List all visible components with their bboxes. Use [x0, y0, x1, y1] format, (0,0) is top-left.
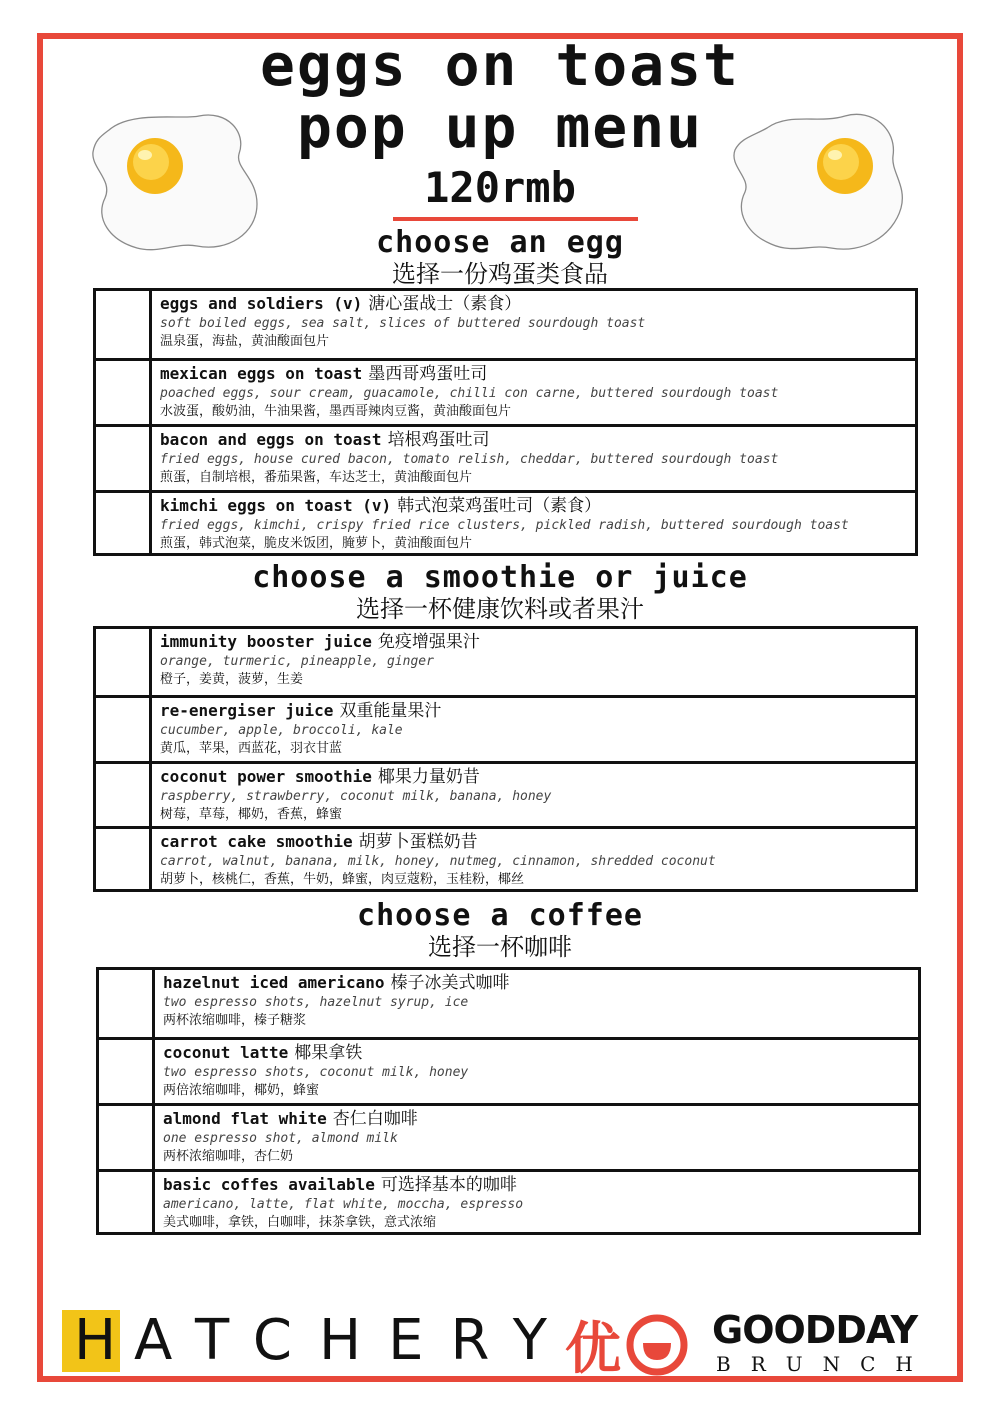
item-description: soft boiled eggs, sea salt, slices of buttered sourdough toast — [160, 316, 646, 331]
item-description-zh: 美式咖啡，拿铁，白咖啡，抹茶拿铁，意式浓缩 — [163, 1215, 437, 1230]
item-description-zh: 煎蛋，韩式泡菜，脆皮米饭团，腌萝卜，黄油酸面包片 — [160, 536, 473, 551]
item-name: bacon and eggs on toast — [160, 430, 382, 449]
item-name: carrot cake smoothie — [160, 832, 353, 851]
section-title-en: choose a smoothie or juice — [252, 560, 748, 595]
selection-checkbox[interactable] — [96, 361, 152, 425]
item-name: coconut power smoothie — [160, 767, 372, 786]
price-underline — [393, 217, 638, 221]
item-name-zh: 椰果拿铁 — [294, 1043, 363, 1063]
item-description-zh: 温泉蛋，海盐，黄油酸面包片 — [160, 334, 330, 349]
item-description-zh: 煎蛋，自制培根，番茄果酱，车达芝士，黄油酸面包片 — [160, 470, 473, 485]
selection-checkbox[interactable] — [99, 1040, 155, 1104]
hatchery-logo-h: H — [73, 1308, 117, 1373]
item-name-zh: 双重能量果汁 — [339, 701, 442, 721]
section-title-zh: 选择一份鸡蛋类食品 — [392, 260, 608, 288]
item-name-zh: 杏仁白咖啡 — [332, 1109, 418, 1129]
item-description: carrot, walnut, banana, milk, honey, nutmeg, cinnamon, shredded coconut — [160, 854, 716, 869]
item-description: two espresso shots, coconut milk, honey — [163, 1065, 469, 1080]
item-name-zh: 可选择基本的咖啡 — [380, 1175, 517, 1195]
section-header-drink — [0, 562, 1000, 624]
item-name: re-energiser juice — [160, 701, 334, 720]
item-name-zh: 韩式泡菜鸡蛋吐司（素食） — [397, 496, 602, 516]
item-name: eggs and soldiers (v) — [160, 294, 363, 313]
menu-row — [99, 1169, 918, 1232]
menu-row — [96, 629, 915, 695]
item-name-zh: 椰果力量奶昔 — [377, 767, 480, 787]
brunch-wordmark: BRUNCH — [716, 1352, 933, 1376]
item-name: hazelnut iced americano — [163, 973, 385, 992]
item-name: almond flat white — [163, 1109, 327, 1128]
section-title-zh: 选择一杯健康饮料或者果汁 — [356, 595, 644, 623]
selection-checkbox[interactable] — [99, 1106, 155, 1170]
item-description: orange, turmeric, pineapple, ginger — [160, 654, 434, 669]
section-title-en: choose an egg — [376, 225, 624, 260]
item-description: raspberry, strawberry, coconut milk, banana, honey — [160, 789, 552, 804]
item-description: fried eggs, kimchi, crispy fried rice clusters, pickled radish, buttered sourdough toast — [160, 518, 849, 533]
selection-checkbox[interactable] — [96, 493, 152, 553]
item-name-zh: 免疫增强果汁 — [377, 632, 480, 652]
item-name-zh: 榛子冰美式咖啡 — [390, 973, 510, 993]
item-name-zh: 胡萝卜蛋糕奶昔 — [358, 832, 478, 852]
coffee-menu-table — [96, 967, 921, 1235]
item-description: one espresso shot, almond milk — [163, 1131, 398, 1146]
good-day-emblem-character: 优 — [565, 1317, 621, 1378]
menu-row — [96, 826, 915, 889]
menu-title-line2: pop up menu — [296, 93, 704, 161]
selection-checkbox[interactable] — [96, 427, 152, 491]
section-title-zh: 选择一杯咖啡 — [428, 933, 572, 961]
item-name-zh: 溏心蛋战士（素食） — [368, 294, 522, 314]
menu-row — [99, 1037, 918, 1104]
item-description: fried eggs, house cured bacon, tomato relish, cheddar, buttered sourdough toast — [160, 452, 779, 467]
egg-menu-table — [93, 288, 918, 556]
item-name-zh: 培根鸡蛋吐司 — [387, 430, 490, 450]
good-day-wordmark: GOODDAY — [712, 1308, 918, 1352]
menu-row — [96, 490, 915, 553]
item-name: basic coffes available — [163, 1175, 375, 1194]
item-description: americano, latte, flat white, moccha, espresso — [163, 1197, 524, 1212]
item-description-zh: 树莓，草莓，椰奶，香蕉，蜂蜜 — [160, 807, 343, 822]
good-day-emblem — [563, 1310, 693, 1378]
hatchery-logo-text: ATCHERY — [134, 1308, 575, 1373]
menu-row — [96, 358, 915, 425]
item-name: immunity booster juice — [160, 632, 372, 651]
section-header-coffee — [0, 900, 1000, 962]
item-description: cucumber, apple, broccoli, kale — [160, 723, 403, 738]
item-name: mexican eggs on toast — [160, 364, 363, 383]
selection-checkbox[interactable] — [96, 829, 152, 889]
item-description-zh: 两杯浓缩咖啡，杏仁奶 — [163, 1149, 294, 1164]
menu-row — [99, 1103, 918, 1170]
item-description: two espresso shots, hazelnut syrup, ice — [163, 995, 469, 1010]
menu-row — [96, 695, 915, 762]
section-title-en: choose a coffee — [357, 898, 643, 933]
section-header-egg — [0, 227, 1000, 289]
selection-checkbox[interactable] — [96, 291, 152, 358]
menu-row — [99, 970, 918, 1037]
menu-title-line1: eggs on toast — [260, 31, 740, 99]
item-name: coconut latte — [163, 1043, 289, 1062]
item-description-zh: 橙子，姜黄，菠萝，生姜 — [160, 672, 304, 687]
menu-row — [96, 761, 915, 827]
item-description: poached eggs, sour cream, guacamole, chilli con carne, buttered sourdough toast — [160, 386, 779, 401]
item-description-zh: 黄瓜，苹果，西蓝花，羽衣甘蓝 — [160, 741, 343, 756]
item-name: kimchi eggs on toast (v) — [160, 496, 392, 515]
item-name-zh: 墨西哥鸡蛋吐司 — [368, 364, 488, 384]
selection-checkbox[interactable] — [96, 629, 152, 695]
menu-row — [96, 291, 915, 358]
menu-price: 120rmb — [424, 163, 576, 212]
selection-checkbox[interactable] — [99, 1172, 155, 1232]
menu-row — [96, 424, 915, 491]
drink-menu-table — [93, 626, 918, 892]
selection-checkbox[interactable] — [96, 764, 152, 827]
item-description-zh: 胡萝卜，核桃仁，香蕉，牛奶，蜂蜜，肉豆蔻粉，玉桂粉，椰丝 — [160, 872, 525, 887]
item-description-zh: 两倍浓缩咖啡，椰奶，蜂蜜 — [163, 1083, 320, 1098]
item-description-zh: 两杯浓缩咖啡，榛子糖浆 — [163, 1013, 307, 1028]
selection-checkbox[interactable] — [96, 698, 152, 762]
selection-checkbox[interactable] — [99, 970, 155, 1037]
item-description-zh: 水波蛋，酸奶油，牛油果酱，墨西哥辣肉豆酱，黄油酸面包片 — [160, 404, 512, 419]
